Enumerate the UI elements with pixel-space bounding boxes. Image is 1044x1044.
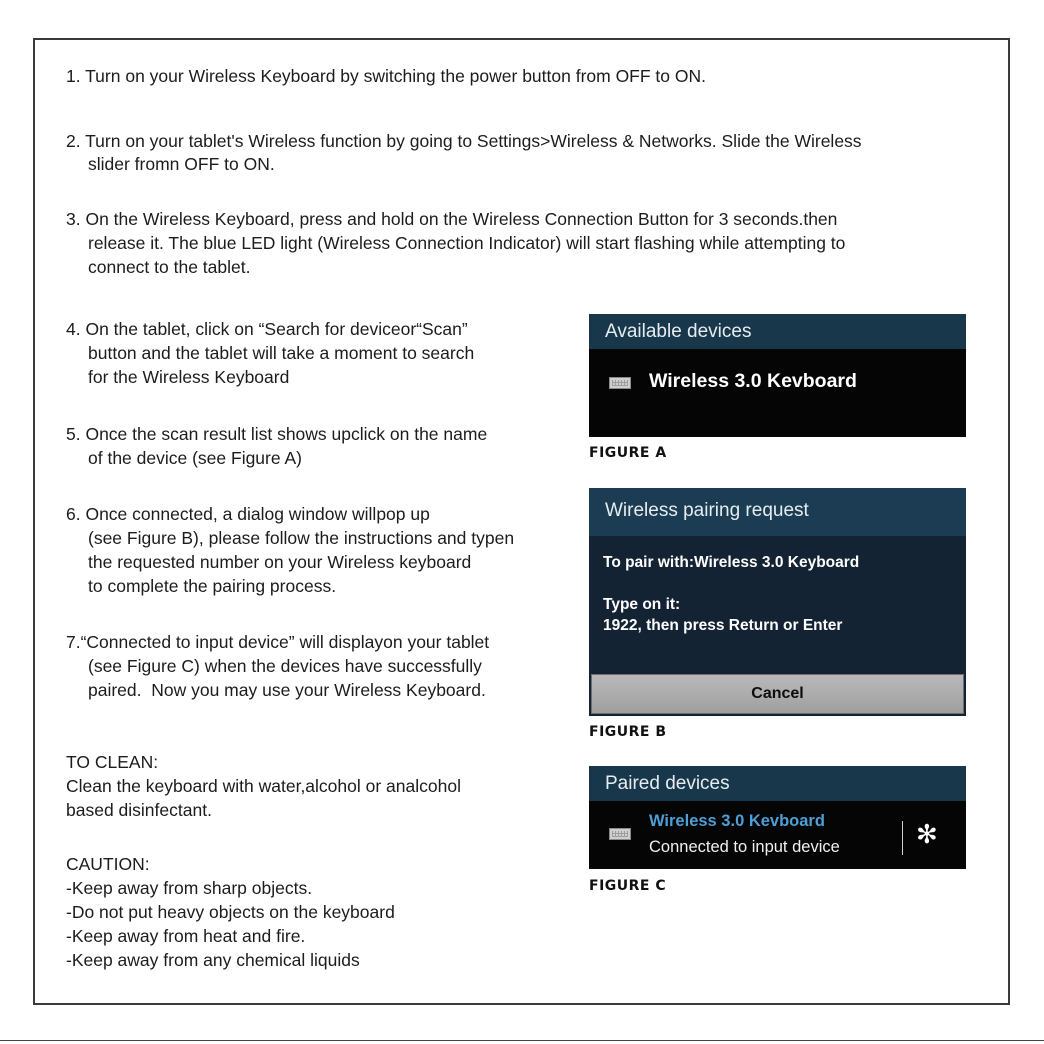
caution-item: -Keep away from heat and fire. xyxy=(66,926,306,946)
cancel-button[interactable]: Cancel xyxy=(591,674,964,714)
step-3-line-3: connect to the tablet. xyxy=(88,257,251,277)
figure-b-code-line: 1922, then press Return or Enter xyxy=(603,617,843,634)
step-6-line-1: 6. Once connected, a dialog window willpop up xyxy=(66,504,430,524)
step-7-line-3: paired. Now you may use your Wireless Keyboard. xyxy=(88,680,486,700)
step-3-line-2: release it. The blue LED light (Wireless Connection Indicator) will start flashing while attempting to xyxy=(88,233,846,253)
step-4-line-3: for the Wireless Keyboard xyxy=(88,367,290,387)
step-5-line-1: 5. Once the scan result list shows upclick on the name xyxy=(66,424,488,444)
figure-c-caption: FIGURE C xyxy=(589,878,667,894)
step-2-line-1: 2. Turn on your tablet's Wireless function by going to Settings>Wireless & Networks. Slide the Wireless xyxy=(66,131,862,151)
caution-heading: CAUTION: xyxy=(66,854,150,874)
figure-b-dialog xyxy=(589,488,966,716)
bottom-divider xyxy=(0,1040,1044,1041)
keyboard-icon xyxy=(609,377,631,389)
figure-b-caption: FIGURE B xyxy=(589,724,667,740)
figure-a-device[interactable]: Wireless 3.0 Kevboard xyxy=(649,370,857,392)
figure-b-header: Wireless pairing request xyxy=(589,488,966,536)
step-2-line-2: slider fromn OFF to ON. xyxy=(88,154,275,174)
clean-line-2: based disinfectant. xyxy=(66,800,212,820)
figure-c-status: Connected to input device xyxy=(649,838,840,856)
figure-c-header: Paired devices xyxy=(589,766,966,801)
step-6-line-4: to complete the pairing process. xyxy=(88,576,337,596)
step-3-line-1: 3. On the Wireless Keyboard, press and hold on the Wireless Connection Button for 3 seconds.then xyxy=(66,209,838,229)
figure-a-caption: FIGURE A xyxy=(589,445,667,461)
settings-divider xyxy=(902,821,903,855)
caution-item: -Keep away from sharp objects. xyxy=(66,878,313,898)
step-1-line-1: 1. Turn on your Wireless Keyboard by switching the power button from OFF to ON. xyxy=(66,66,706,86)
step-7-line-2: (see Figure C) when the devices have successfully xyxy=(88,656,482,676)
figure-c-device[interactable]: Wireless 3.0 Kevboard xyxy=(649,812,825,830)
step-4-line-1: 4. On the tablet, click on “Search for deviceor“Scan” xyxy=(66,319,468,339)
clean-heading: TO CLEAN: xyxy=(66,752,159,772)
step-5-line-2: of the device (see Figure A) xyxy=(88,448,302,468)
figure-b-pair-line: To pair with:Wireless 3.0 Keyboard xyxy=(603,554,860,571)
caution-item: -Do not put heavy objects on the keyboard xyxy=(66,902,395,922)
step-7-line-1: 7.“Connected to input device” will displayon your tablet xyxy=(66,632,490,652)
figure-b-type-label: Type on it: xyxy=(603,596,681,613)
clean-line-1: Clean the keyboard with water,alcohol or analcohol xyxy=(66,776,461,796)
figure-c-panel xyxy=(589,766,966,869)
step-6-line-3: the requested number on your Wireless keyboard xyxy=(88,552,472,572)
step-6-line-2: (see Figure B), please follow the instructions and typen xyxy=(88,528,515,548)
figure-a-panel xyxy=(589,314,966,437)
keyboard-icon xyxy=(609,828,631,840)
gear-icon[interactable]: ✻ xyxy=(916,819,938,849)
caution-item: -Keep away from any chemical liquids xyxy=(66,950,360,970)
figure-a-header: Available devices xyxy=(589,314,966,349)
step-4-line-2: button and the tablet will take a moment to search xyxy=(88,343,475,363)
